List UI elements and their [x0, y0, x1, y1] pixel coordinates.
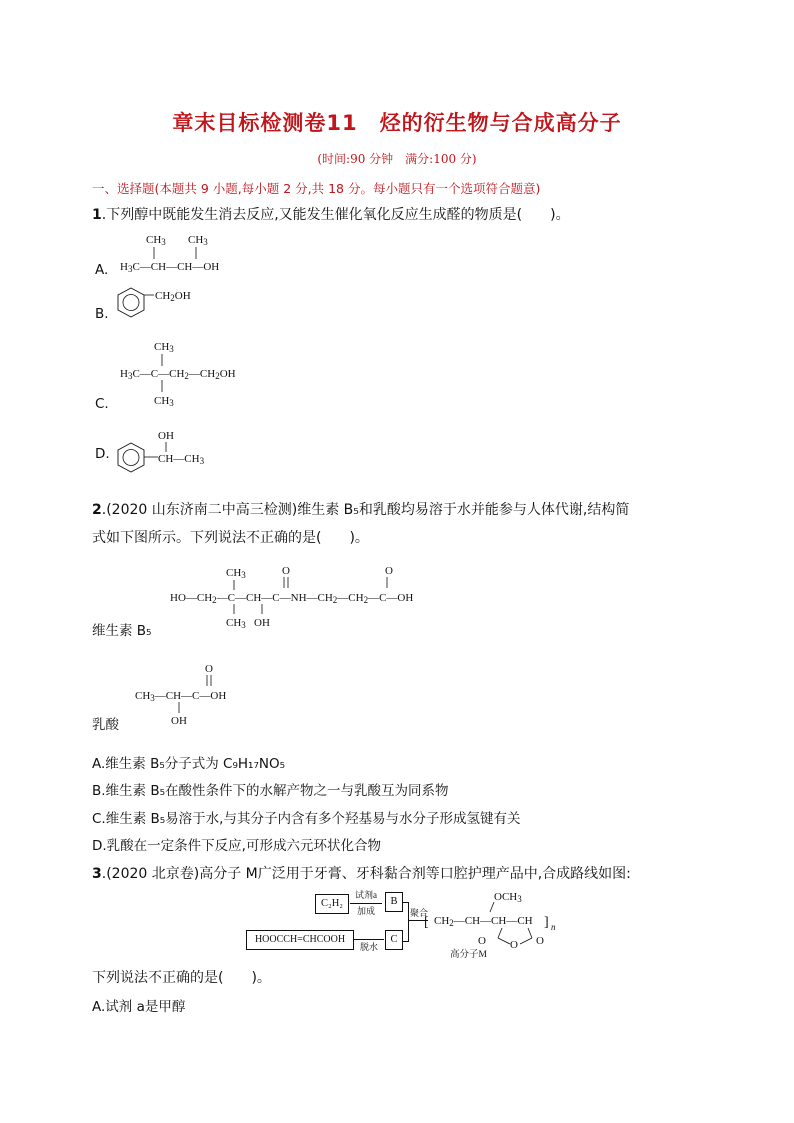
question-3 — [92, 864, 712, 884]
option-c-label: C. — [95, 396, 109, 412]
svg-text:CH3: CH3 — [154, 395, 174, 408]
condition-dehydration: 脱水 — [359, 942, 378, 952]
option-d-label: D. — [95, 446, 110, 462]
svg-text:O: O — [205, 663, 213, 675]
question-2 — [92, 500, 712, 520]
condition-addition: 加成 — [356, 906, 375, 916]
option-d-structure — [114, 425, 234, 475]
svg-text:O: O — [385, 565, 393, 577]
svg-text:[: [ — [424, 915, 429, 930]
svg-text:O: O — [282, 565, 290, 577]
question-number: 2 — [92, 502, 102, 518]
reagent-maleic-acid-box: HOOCCH=CHCOOH — [246, 930, 354, 950]
synthesis-scheme — [244, 888, 564, 958]
question-number: 1 — [92, 207, 102, 223]
question-text: .(2020 北京卷)高分子 M广泛用于牙膏、牙科黏合剂等口腔护理产品中,合成路线如图: — [101, 866, 631, 882]
svg-text:O: O — [478, 935, 486, 947]
section-heading: 一、选择题(本题共 9 小题,每小题 2 分,共 18 分。每小题只有一个选项符合题意) — [92, 181, 541, 196]
svg-text:OH: OH — [158, 430, 174, 442]
vitamin-b5-structure — [168, 560, 438, 635]
svg-text:OH: OH — [171, 715, 187, 727]
question-number: 3 — [92, 866, 102, 882]
svg-text:]: ] — [544, 915, 549, 930]
q2-option-c: C.维生素 B₅易溶于水,与其分子内含有多个羟基易与水分子形成氢键有关 — [92, 811, 521, 827]
svg-text:CH2OH: CH2OH — [155, 290, 191, 303]
question-1 — [92, 205, 570, 225]
svg-text:CH3: CH3 — [154, 341, 174, 354]
option-a-label: A. — [95, 262, 109, 278]
exam-info: (时间:90 分钟 满分:100 分) — [317, 152, 477, 166]
page-title: 章末目标检测卷11 烃的衍生物与合成高分子 — [172, 111, 622, 135]
q2-option-b: B.维生素 B₅在酸性条件下的水解产物之一与乳酸互为同系物 — [92, 783, 449, 799]
svg-text:CH3: CH3 — [226, 567, 246, 580]
question-3-prompt: 下列说法不正确的是( )。 — [92, 970, 271, 986]
option-c-structure — [118, 336, 288, 411]
svg-text:OCH3: OCH3 — [494, 891, 522, 904]
svg-text:CH3: CH3 — [146, 234, 166, 247]
svg-text:H3C—CH—CH—OH: H3C—CH—CH—OH — [120, 261, 220, 274]
intermediate-b-box: B — [385, 892, 403, 912]
svg-text:CH3: CH3 — [188, 234, 208, 247]
option-b-label: B. — [95, 306, 109, 322]
join-bracket — [402, 902, 409, 942]
lactic-acid-label: 乳酸 — [92, 717, 119, 733]
svg-text:CH3: CH3 — [226, 617, 246, 630]
svg-text:HO—CH2—C—CH—C—NH—CH2—CH2—C—OH: HO—CH2—C—CH—C—NH—CH2—CH2—C—OH — [170, 592, 414, 605]
polymer-m-structure — [424, 888, 564, 958]
question-2-line2: 式如下图所示。下列说法不正确的是( )。 — [92, 530, 369, 546]
intermediate-c-box: C — [385, 930, 403, 950]
question-text-line1: .(2020 山东济南二中高三检测)维生素 B₅和乳酸均易溶于水并能参与人体代谢,结构简 — [101, 502, 630, 518]
svg-text:CH—CH3: CH—CH3 — [158, 453, 205, 466]
svg-text:CH3—CH—C—OH: CH3—CH—C—OH — [135, 690, 227, 703]
condition-polymerize: 聚合 — [410, 908, 429, 918]
q3-option-a: A.试剂 a是甲醇 — [92, 999, 186, 1015]
question-text: .下列醇中既能发生消去反应,又能发生催化氧化反应生成醛的物质是( )。 — [101, 207, 570, 223]
q2-option-d: D.乳酸在一定条件下反应,可形成六元环状化合物 — [92, 838, 381, 854]
lactic-acid-structure — [133, 658, 273, 728]
reagent-acetylene-box: C₂H₂ — [315, 894, 349, 914]
svg-text:O: O — [510, 939, 518, 951]
vitamin-b5-label: 维生素 B₅ — [92, 623, 152, 639]
svg-text:CH2—CH—CH—CH: CH2—CH—CH—CH — [434, 915, 533, 928]
svg-text:OH: OH — [254, 617, 270, 629]
svg-text:n: n — [551, 922, 556, 932]
condition-reagent-a: 试剂a — [355, 890, 377, 900]
option-b-structure — [114, 283, 224, 323]
svg-text:H3C—C—CH2—CH2OH: H3C—C—CH2—CH2OH — [120, 368, 236, 381]
polymer-m-label: 高分子M — [450, 950, 487, 960]
svg-text:O: O — [536, 935, 544, 947]
option-a-structure — [118, 228, 258, 278]
q2-option-a: A.维生素 B₅分子式为 C₉H₁₇NO₅ — [92, 756, 285, 772]
